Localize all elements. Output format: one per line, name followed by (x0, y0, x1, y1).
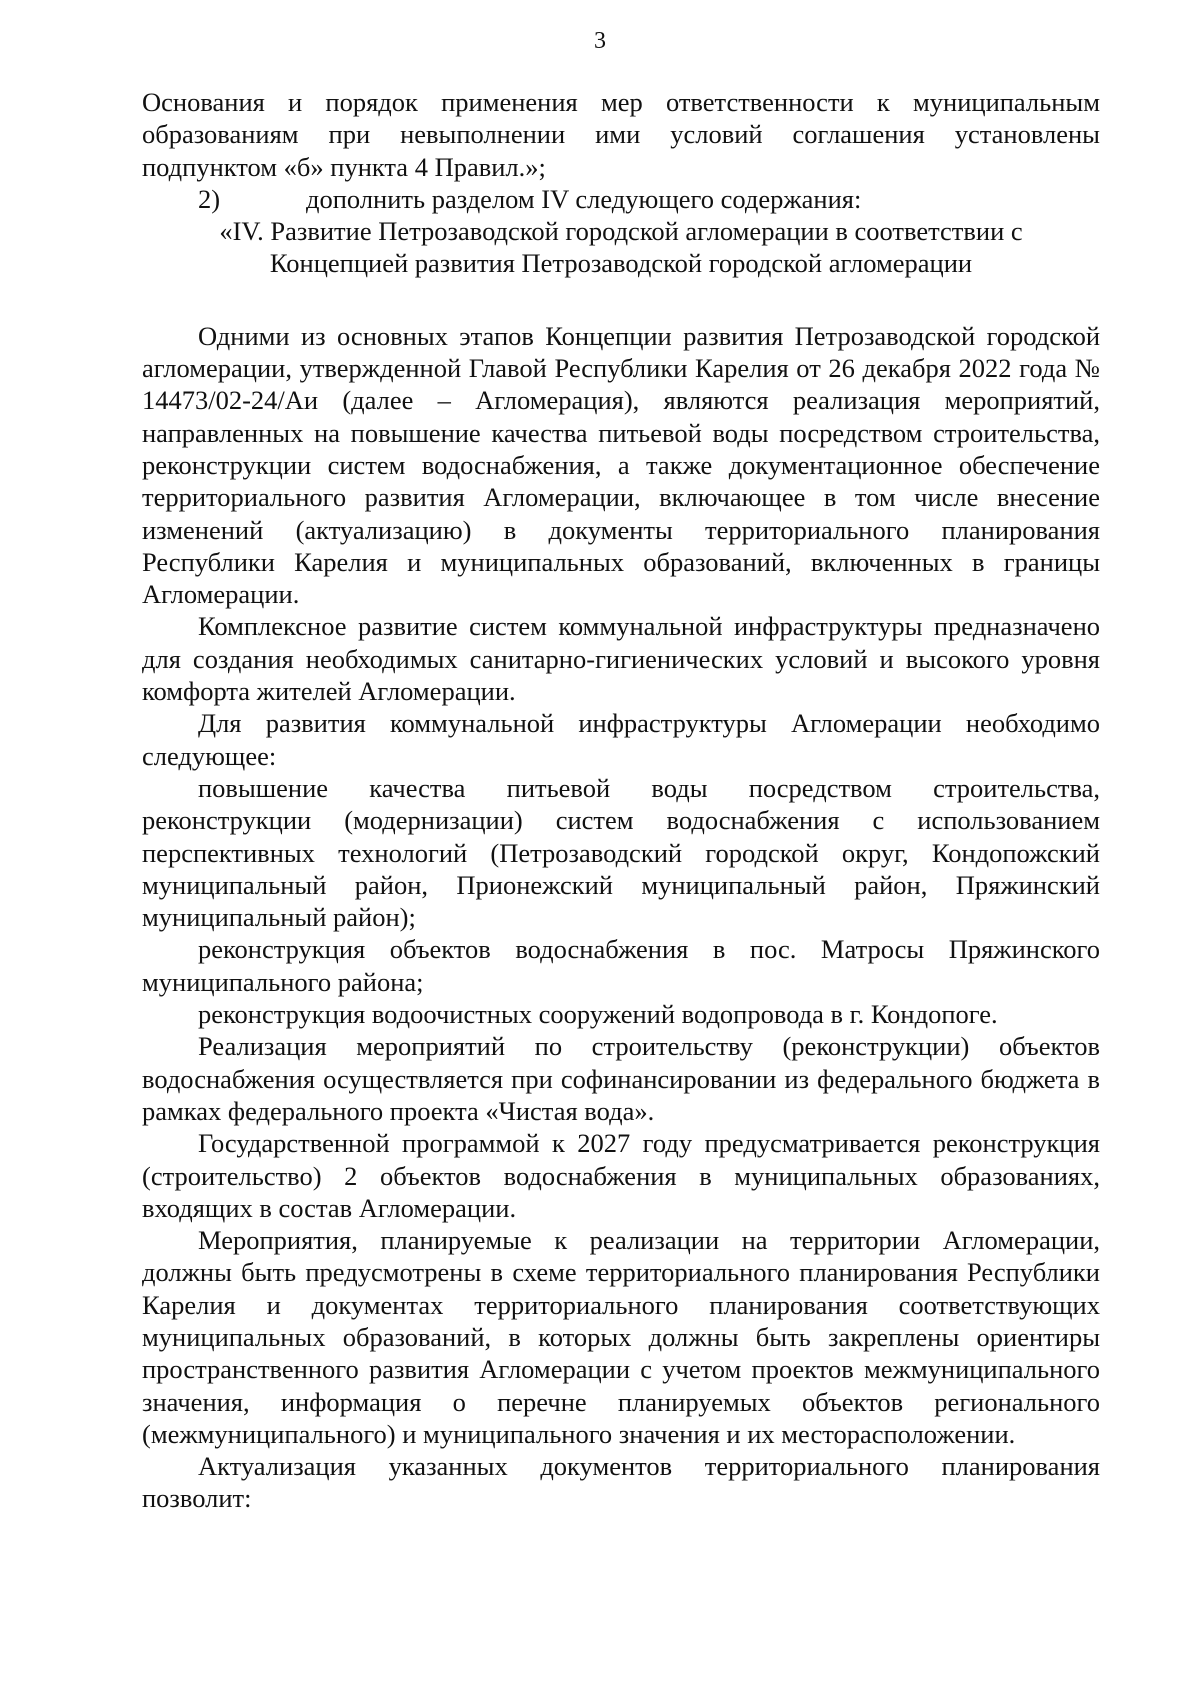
paragraph: реконструкция водоочистных сооружений водопровода в г. Кондопоге. (198, 999, 998, 1030)
paragraph: повышение качества питьевой воды посредством строительства, реконструкции (модернизации) систем водоснабжения с использованием перспективных технологий (Петрозаводский городской округ, Кондопожский муниципальный район, Прионежский муниципальный район, Пряжинский муниципальный район); (142, 772, 1100, 933)
section-gap (142, 280, 1100, 320)
page-number: 3 (594, 28, 606, 54)
intro-paragraph: Основания и порядок применения мер ответственности к муниципальным образованиям при невыполнении ими условий соглашения установлены подпунктом «б» пункта 4 Правил.»; (142, 87, 1100, 182)
paragraph: Актуализация указанных документов территориального планирования позволит: (142, 1451, 1100, 1514)
paragraph: Государственной программой к 2027 году предусматривается реконструкция (строительство) 2 объектов водоснабжения в муниципальных образованиях, входящих в состав Агломерации. (142, 1128, 1100, 1223)
paragraph: Реализация мероприятий по строительству (реконструкции) объектов водоснабжения осуществляется при софинансировании из федерального бюджета в рамках федерального проекта «Чистая вода». (142, 1031, 1100, 1126)
list-item-text: дополнить разделом IV следующего содержания: (306, 183, 862, 214)
paragraph: Мероприятия, планируемые к реализации на территории Агломерации, должны быть предусмотрены в схеме территориального планирования Республики Карелия и документах территориального планирования соответствующих муниципальных образований, в которых должны быть закреплены ориентиры пространственного развития Агломерации с учетом проектов межмуниципального значения, информация о перечне планируемых объектов регионального (межмуниципального) и муниципального значения и их месторасположении. (142, 1225, 1100, 1449)
section-title-line-1: «IV. Развитие Петрозаводской городской агломерации в соответствии с (219, 216, 1023, 247)
paragraph: реконструкция объектов водоснабжения в пос. Матросы Пряжинского муниципального района; (142, 934, 1100, 997)
list-item (142, 183, 1100, 215)
paragraph: Для развития коммунальной инфраструктуры Агломерации необходимо следующее: (142, 708, 1100, 771)
document-body (142, 86, 1100, 1515)
list-item-number: 2) (198, 183, 221, 214)
paragraph: Одними из основных этапов Концепции развития Петрозаводской городской агломерации, утвержденной Главой Республики Карелия от 26 декабря 2022 года № 14473/02-24/Аи (далее – Агломерация), являются реализация мероприятий, направленных на повышение качества питьевой воды посредством строительства, реконструкции систем водоснабжения, а также документационное обеспечение территориального развития Агломерации, включающее в том числе внесение изменений (актуализацию) в документы территориального планирования Республики Карелия и муниципальных образований, включенных в границы Агломерации. (142, 320, 1100, 610)
section-title-line-2: Концепцией развития Петрозаводской городской агломерации (269, 248, 973, 279)
paragraph: Комплексное развитие систем коммунальной инфраструктуры предназначено для создания необходимых санитарно-гигиенических условий и высокого уровня комфорта жителей Агломерации. (142, 611, 1100, 707)
